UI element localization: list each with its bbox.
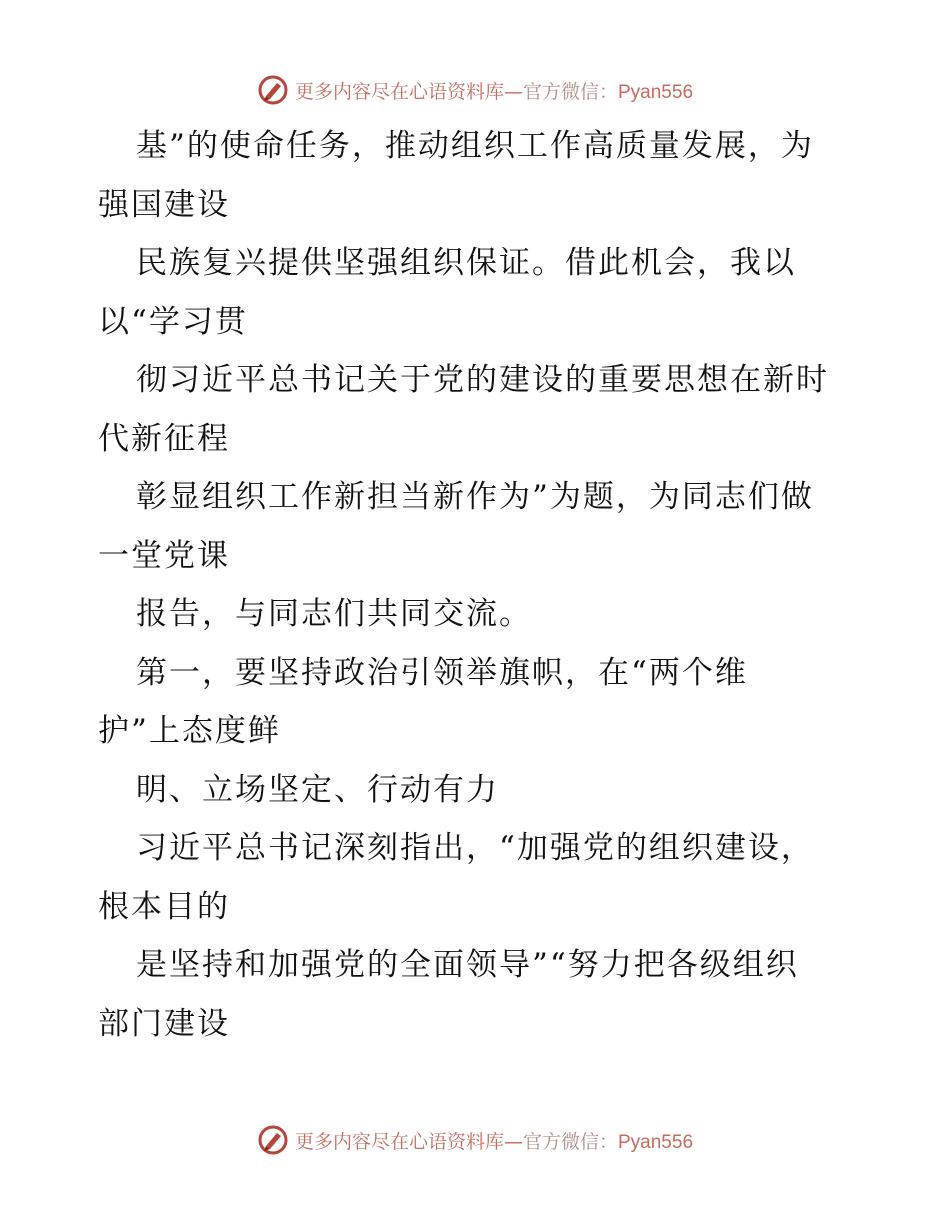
text-line: 部门建设 bbox=[98, 1005, 230, 1042]
document-body bbox=[98, 117, 858, 1053]
banner-text bbox=[295, 1127, 693, 1154]
text-line: 以“学习贯 bbox=[98, 303, 248, 340]
banner-site-text: 更多内容尽在心语资料库— bbox=[294, 1130, 523, 1153]
header-banner bbox=[0, 70, 950, 110]
text-line: 代新征程 bbox=[98, 420, 230, 457]
text-line: 一堂党课 bbox=[98, 537, 230, 574]
banner-text bbox=[295, 77, 693, 104]
footer-banner bbox=[0, 1120, 950, 1160]
banner-wechat-label: 官方微信： bbox=[522, 80, 618, 103]
text-line: 民族复兴提供坚强组织保证。借此机会，我以 bbox=[136, 245, 796, 281]
pen-logo-icon bbox=[257, 74, 289, 106]
banner-wechat-id: Pyan556 bbox=[618, 1131, 694, 1153]
text-line: 彻习近平总书记关于党的建设的重要思想在新时 bbox=[136, 362, 829, 398]
text-line: 报告，与同志们共同交流。 bbox=[136, 596, 532, 632]
text-line: 护”上态度鲜 bbox=[98, 713, 281, 749]
text-line: 是坚持和加强党的全面领导”“努力把各级组织 bbox=[136, 947, 799, 983]
banner-wechat-id: Pyan556 bbox=[618, 81, 694, 103]
pen-logo-icon bbox=[257, 1124, 289, 1156]
text-line: 习近平总书记深刻指出，“加强党的组织建设， bbox=[136, 830, 814, 866]
text-line: 明、立场坚定、行动有力 bbox=[136, 771, 499, 808]
text-line: 根本目的 bbox=[98, 888, 230, 925]
banner-site-text: 更多内容尽在心语资料库— bbox=[294, 80, 523, 103]
text-line: 基”的使命任务，推动组织工作高质量发展，为 bbox=[136, 128, 814, 164]
text-line: 第一，要坚持政治引领举旗帜，在“两个维 bbox=[136, 654, 748, 691]
text-line: 强国建设 bbox=[98, 186, 230, 223]
text-line: 彰显组织工作新担当新作为”为题，为同志们做 bbox=[136, 479, 814, 515]
banner-wechat-label: 官方微信： bbox=[522, 1130, 618, 1153]
